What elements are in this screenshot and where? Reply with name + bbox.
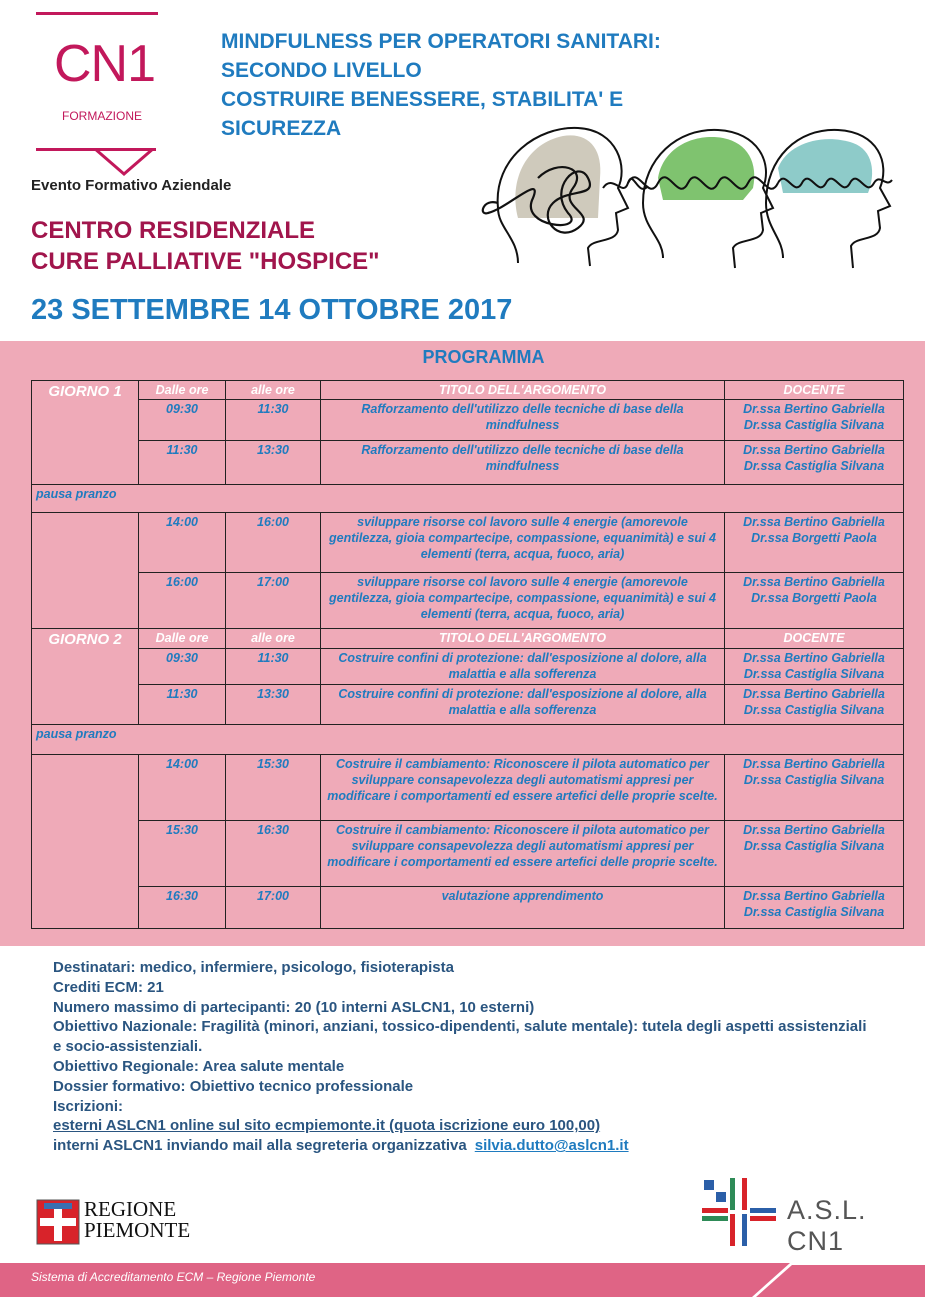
regione-line: REGIONE (84, 1197, 177, 1221)
topic: Rafforzamento dell'utilizzo delle tecniche di base della mindfulness (321, 400, 725, 441)
header-docente: DOCENTE (725, 381, 904, 400)
venue (31, 215, 380, 277)
regione-piemonte-shield-icon (36, 1199, 80, 1245)
table-row (32, 649, 904, 685)
time-to: 11:30 (226, 649, 321, 685)
crediti-ecm: Crediti ECM: 21 (53, 978, 164, 996)
pausa-pranzo: pausa pranzo (32, 725, 904, 755)
topic: valutazione apprendimento (321, 887, 725, 929)
esterni-line (53, 1116, 873, 1136)
asl-cn1-logo-text: A.S.L. CN1 (787, 1195, 867, 1256)
esterni-link[interactable]: esterni ASLCN1 online sul sito ecmpiemonte.it (quota iscrizione euro 100,00) (53, 1117, 601, 1135)
logo-top-bar (36, 12, 158, 15)
course-info (53, 958, 873, 1156)
accreditamento-text: Sistema di Accreditamento ECM – Regione Piemonte (31, 1270, 316, 1284)
time-from: 15:30 (139, 821, 226, 887)
docente-name: Dr.ssa Castiglia Silvana (743, 773, 885, 787)
docente-name: Dr.ssa Borgetti Paola (751, 591, 877, 605)
time-to: 13:30 (226, 685, 321, 725)
giorno-2-label: GIORNO 2 (32, 629, 139, 725)
header-titolo: TITOLO DELL'ARGOMENTO (321, 629, 725, 649)
time-to: 15:30 (226, 755, 321, 821)
programme-title: PROGRAMMA (422, 347, 545, 367)
topic: Costruire il cambiamento: Riconoscere il pilota automatico per sviluppare consapevolezza degli automatismi appresi per modificare i comportamenti ed essere artefici delle proprie scelte. (321, 821, 725, 887)
docente-name: Dr.ssa Bertino Gabriella (743, 575, 885, 589)
obiettivo-regionale: Obiettivo Regionale: Area salute mentale (53, 1057, 345, 1075)
time-from: 11:30 (139, 685, 226, 725)
destinatari: Destinatari: medico, infermiere, psicologo, fisioterapista (53, 959, 454, 976)
time-from: 14:00 (139, 755, 226, 821)
topic: sviluppare risorse col lavoro sulle 4 energie (amorevole gentilezza, gioia compartecipe, compassione, equanimità) e sui 4 elementi (terra, acqua, fuoco, aria) (321, 573, 725, 629)
docente (725, 400, 904, 441)
docente-name: Dr.ssa Bertino Gabriella (743, 889, 885, 903)
time-from: 14:00 (139, 513, 226, 573)
topic: Costruire confini di protezione: dall'esposizione al dolore, alla malattia e alla sofferenza (321, 649, 725, 685)
docente-name: Dr.ssa Bertino Gabriella (743, 687, 885, 701)
footer-corner-decoration (752, 1263, 925, 1297)
venue-line: CURE PALLIATIVE "HOSPICE" (31, 248, 380, 275)
time-to: 13:30 (226, 441, 321, 485)
dossier-formativo: Dossier formativo: Obiettivo tecnico professionale (53, 1077, 414, 1095)
docente (725, 821, 904, 887)
header-dalle: Dalle ore (139, 381, 226, 400)
time-to: 11:30 (226, 400, 321, 441)
table-row (32, 573, 904, 629)
topic: Costruire confini di protezione: dall'esposizione al dolore, alla malattia e alla sofferenza (321, 685, 725, 725)
iscrizioni-label: Iscrizioni: (53, 1097, 124, 1115)
pausa-row (32, 725, 904, 755)
docente (725, 755, 904, 821)
table-header-row (32, 381, 904, 400)
docente-name: Dr.ssa Castiglia Silvana (743, 703, 885, 717)
pausa-pranzo: pausa pranzo (32, 485, 904, 513)
table-row (32, 755, 904, 821)
docente-name: Dr.ssa Bertino Gabriella (743, 402, 885, 416)
asl-cn1-cross-icon (700, 1170, 780, 1250)
interni-line (53, 1136, 873, 1156)
time-from: 16:30 (139, 887, 226, 929)
docente (725, 573, 904, 629)
time-to: 17:00 (226, 573, 321, 629)
docente (725, 685, 904, 725)
docente-name: Dr.ssa Castiglia Silvana (743, 418, 885, 432)
email-link[interactable]: silvia.dutto@aslcn1.it (474, 1137, 629, 1155)
docente (725, 887, 904, 929)
topic: Rafforzamento dell'utilizzo delle tecniche di base della mindfulness (321, 441, 725, 485)
evento-label: Evento Formativo Aziendale (31, 177, 232, 194)
header-alle: alle ore (226, 629, 321, 649)
logo-subtitle: FORMAZIONE (62, 109, 142, 123)
venue-line: CENTRO RESIDENZIALE (31, 217, 316, 244)
time-to: 16:30 (226, 821, 321, 887)
docente-name: Dr.ssa Castiglia Silvana (743, 905, 885, 919)
table-row (32, 685, 904, 725)
time-from: 16:00 (139, 573, 226, 629)
piemonte-line: PIEMONTE (84, 1218, 191, 1242)
table-row (32, 821, 904, 887)
obiettivo-nazionale: Obiettivo Nazionale: Fragilità (minori, anziani, tossico-dipendenti, salute mentale): tutela degli aspetti assistenziali e socio-assistenziali. (53, 1018, 867, 1056)
header-alle: alle ore (226, 381, 321, 400)
docente-name: Dr.ssa Borgetti Paola (751, 531, 877, 545)
pausa-row (32, 485, 904, 513)
topic: sviluppare risorse col lavoro sulle 4 energie (amorevole gentilezza, gioia compartecipe, compassione, equanimità) e sui 4 elementi (terra, acqua, fuoco, aria) (321, 513, 725, 573)
docente (725, 513, 904, 573)
docente-name: Dr.ssa Bertino Gabriella (743, 651, 885, 665)
docente-name: Dr.ssa Bertino Gabriella (743, 757, 885, 771)
interni-text: interni ASLCN1 inviando mail alla segreteria organizzativa (53, 1137, 467, 1155)
docente (725, 649, 904, 685)
time-to: 16:00 (226, 513, 321, 573)
course-title-line: SICUREZZA (221, 117, 342, 140)
header-titolo: TITOLO DELL'ARGOMENTO (321, 381, 725, 400)
logo-text: CN1 (54, 35, 156, 93)
docente-name: Dr.ssa Castiglia Silvana (743, 459, 885, 473)
docente-name: Dr.ssa Bertino Gabriella (743, 515, 885, 529)
docente-name: Dr.ssa Castiglia Silvana (743, 667, 885, 681)
docente (725, 441, 904, 485)
three-heads-illustration (478, 118, 898, 283)
course-title-line: SECONDO LIVELLO (221, 59, 422, 82)
table-row (32, 887, 904, 929)
topic: Costruire il cambiamento: Riconoscere il pilota automatico per sviluppare consapevolezza degli automatismi appresi per modificare i comportamenti ed essere artefici delle proprie scelte. (321, 755, 725, 821)
empty-day-cell (32, 513, 139, 629)
course-dates: 23 SETTEMBRE 14 OTTOBRE 2017 (31, 294, 513, 326)
empty-day-cell (32, 755, 139, 929)
header-dalle: Dalle ore (139, 629, 226, 649)
table-header-row (32, 629, 904, 649)
numero-partecipanti: Numero massimo di partecipanti: 20 (10 interni ASLCN1, 10 esterni) (53, 998, 535, 1016)
time-from: 09:30 (139, 400, 226, 441)
header-docente: DOCENTE (725, 629, 904, 649)
regione-piemonte-logo-text (84, 1199, 190, 1241)
time-to: 17:00 (226, 887, 321, 929)
giorno-1-label: GIORNO 1 (32, 381, 139, 485)
table-row (32, 441, 904, 485)
course-title-line: COSTRUIRE BENESSERE, STABILITA' E (221, 88, 624, 111)
time-from: 11:30 (139, 441, 226, 485)
table-row (32, 513, 904, 573)
docente-name: Dr.ssa Bertino Gabriella (743, 443, 885, 457)
docente-name: Dr.ssa Bertino Gabriella (743, 823, 885, 837)
schedule-table (31, 380, 904, 929)
docente-name: Dr.ssa Castiglia Silvana (743, 839, 885, 853)
cn1-formazione-logo (36, 12, 158, 177)
table-row (32, 400, 904, 441)
course-title-line: MINDFULNESS PER OPERATORI SANITARI: (221, 30, 661, 53)
speech-bubble-tail-icon (94, 148, 164, 178)
time-from: 09:30 (139, 649, 226, 685)
